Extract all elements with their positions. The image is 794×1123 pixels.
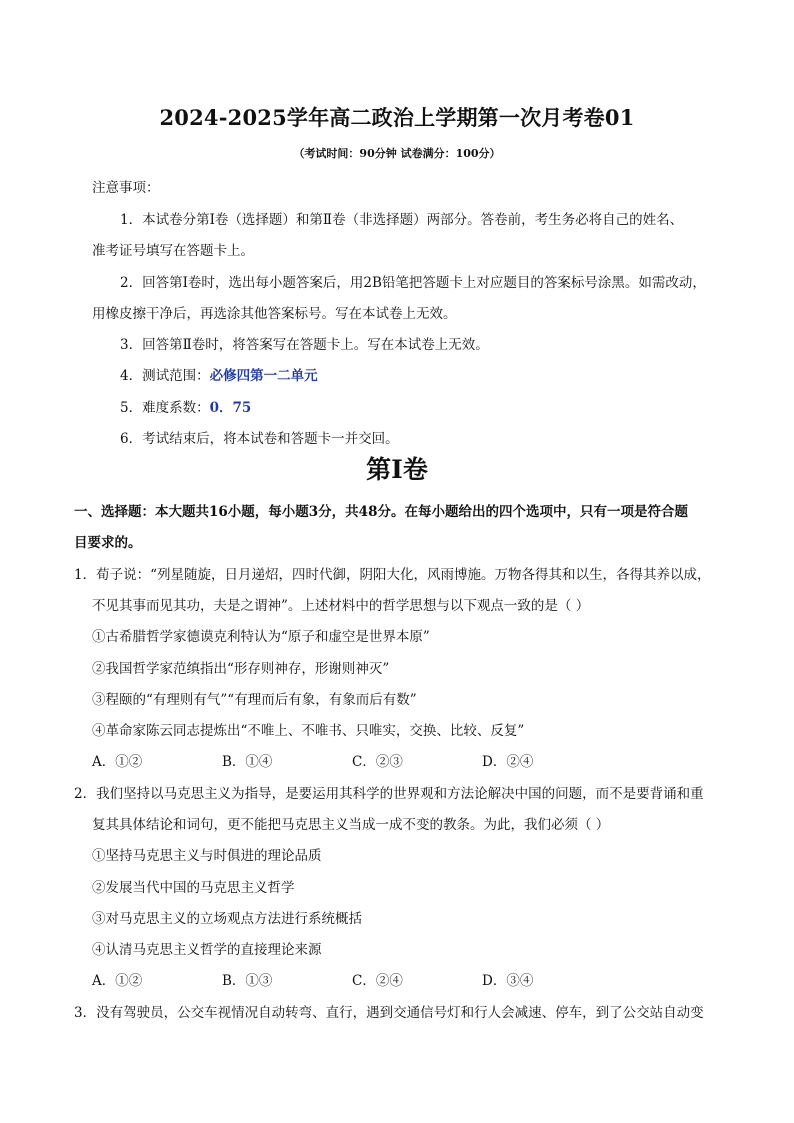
q2-choices [92,969,612,989]
q1-choices [92,750,612,770]
q1-choice-d: D．②④ [482,754,534,770]
section-instruction-2: 目要求的。 [74,535,142,551]
q1-option-2: ②我国哲学家范缜指出“形存则神存，形谢则神灭” [92,661,390,677]
test-scope: 必修四第一二单元 [209,368,318,384]
note-1a: 1．本试卷分第Ⅰ卷（选择题）和第Ⅱ卷（非选择题）两部分。答卷前，考生务必将自己的姓名、 [120,212,684,228]
q1-option-3: ③程颐的“有理则有气”“有理而后有象，有象而后有数” [92,692,417,708]
section-instruction-1: 一、选择题：本大题共16小题，每小题3分，共48分。在每小题给出的四个选项中，只有一项是符合题 [74,504,688,520]
q2-stem-2: 复其具体结论和词句，更不能把马克思主义当成一成不变的教条。为此，我们必须（ ） [92,817,610,833]
q1-choice-b: B．①④ [222,754,273,770]
q1-stem-1: 1．荀子说：“列星随旋，日月递炤，四时代御，阴阳大化，风雨博施。万物各得其和以生，各得其养以成， [74,567,711,583]
q1-choice-c: C．②③ [352,754,403,770]
note-2b: 用橡皮擦干净后，再选涂其他答案标号。写在本试卷上无效。 [92,306,457,322]
exam-info: （考试时间：90分钟 试卷满分：100分） [293,147,501,160]
note-5-label: 5．难度系数： [120,400,210,416]
q2-choice-b: B．①③ [222,973,273,989]
q2-choice-c: C．②④ [352,973,403,989]
q1-option-4: ④革命家陈云同志提炼出“不唯上、不唯书、只唯实，交换、比较、反复” [92,723,525,739]
note-3: 3．回答第Ⅱ卷时，将答案写在答题卡上。写在本试卷上无效。 [120,337,489,353]
note-4-label: 4．测试范围： [120,368,210,384]
page-title: 2024-2025学年高二政治上学期第一次月考卷01 [159,105,635,130]
q2-choice-d: D．③④ [482,973,534,989]
q2-option-4: ④认清马克思主义哲学的直接理论来源 [92,942,322,958]
note-4 [120,364,318,384]
note-2a: 2．回答第Ⅰ卷时，选出每小题答案后，用2B铅笔把答题卡上对应题目的答案标号涂黑。如需改动， [120,275,706,291]
q2-option-2: ②发展当代中国的马克思主义哲学 [92,880,295,896]
q3-stem-1: 3．没有驾驶员，公交车视情况自动转弯、直行，遇到交通信号灯和行人会减速、停车，到了公交站自动变 [74,1005,704,1021]
q2-option-3: ③对马克思主义的立场观点方法进行系统概括 [92,911,362,927]
q2-choice-a: A．①② [92,973,143,989]
q2-option-1: ①坚持马克思主义与时俱进的理论品质 [92,848,322,864]
q1-stem-2: 不见其事而见其功，夫是之谓神”。上述材料中的哲学思想与以下观点一致的是（ ） [92,598,590,614]
difficulty-value: 0．75 [209,400,252,416]
q1-option-1: ①古希腊哲学家德谟克利特认为“原子和虚空是世界本原” [92,629,430,645]
volume-title: 第Ⅰ卷 [366,455,428,484]
notes-heading: 注意事项： [92,180,160,196]
q2-stem-1: 2．我们坚持以马克思主义为指导，是要运用其科学的世界观和方法论解决中国的问题，而不是要背诵和重 [74,786,704,802]
q1-choice-a: A．①② [92,754,143,770]
note-5 [120,396,251,416]
note-1b: 准考证号填写在答题卡上。 [92,243,254,259]
note-6: 6．考试结束后，将本试卷和答题卡一并交回。 [120,431,399,447]
